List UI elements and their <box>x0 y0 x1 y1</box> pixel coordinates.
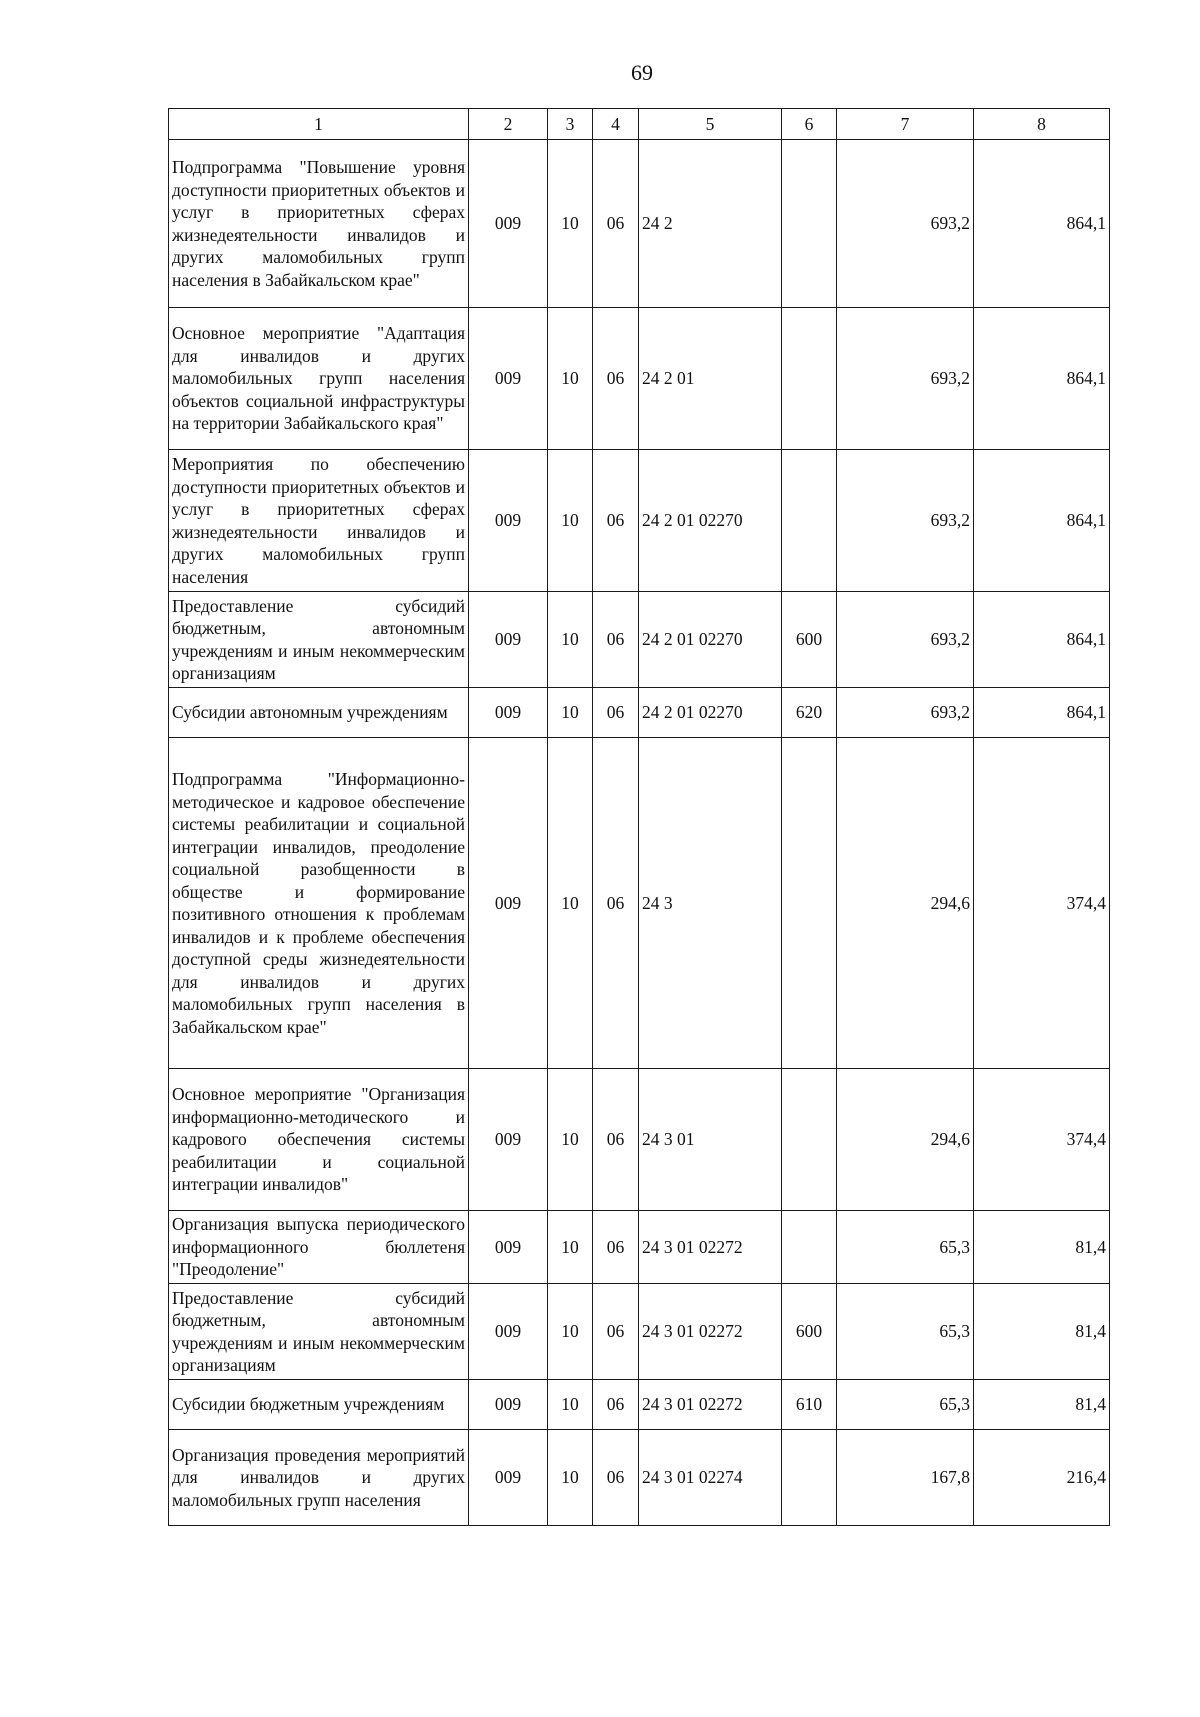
cell-subsection: 06 <box>593 1380 639 1430</box>
cell-target-code: 24 3 01 <box>639 1069 782 1211</box>
cell-amount-1: 65,3 <box>837 1380 974 1430</box>
cell-subsection: 06 <box>593 688 639 738</box>
cell-amount-1: 693,2 <box>837 688 974 738</box>
row-name: Предоставление субсидий бюджетным, автономным учреждениям и иным некоммерческим организациям <box>169 592 469 688</box>
header-cell: 6 <box>782 109 837 140</box>
cell-section: 10 <box>548 1430 593 1526</box>
cell-target-code: 24 2 01 02270 <box>639 688 782 738</box>
row-name: Основное мероприятие "Адаптация для инвалидов и других маломобильных групп населения объектов социальной инфраструктуры на территории Забайкальского края" <box>169 308 469 450</box>
cell-amount-1: 167,8 <box>837 1430 974 1526</box>
cell-expense-type: 600 <box>782 592 837 688</box>
cell-target-code: 24 3 <box>639 738 782 1069</box>
cell-subsection: 06 <box>593 140 639 308</box>
cell-amount-2: 864,1 <box>974 688 1110 738</box>
cell-expense-type <box>782 1069 837 1211</box>
cell-ministry-code: 009 <box>469 1069 548 1211</box>
cell-ministry-code: 009 <box>469 1380 548 1430</box>
cell-target-code: 24 3 01 02274 <box>639 1430 782 1526</box>
table-row <box>169 450 1110 592</box>
cell-expense-type <box>782 450 837 592</box>
row-name: Мероприятия по обеспечению доступности приоритетных объектов и услуг в приоритетных сферах жизнедеятельности инвалидов и других маломобильных групп населения <box>169 450 469 592</box>
cell-target-code: 24 3 01 02272 <box>639 1211 782 1284</box>
header-cell: 1 <box>169 109 469 140</box>
cell-amount-2: 864,1 <box>974 592 1110 688</box>
table-row <box>169 592 1110 688</box>
cell-subsection: 06 <box>593 1069 639 1211</box>
cell-expense-type: 620 <box>782 688 837 738</box>
cell-subsection: 06 <box>593 1284 639 1380</box>
row-name: Основное мероприятие "Организация информационно-методического и кадрового обеспечения системы реабилитации и социальной интеграции инвалидов" <box>169 1069 469 1211</box>
row-name: Организация проведения мероприятий для инвалидов и других маломобильных групп населения <box>169 1430 469 1526</box>
table-row <box>169 1380 1110 1430</box>
header-cell: 7 <box>837 109 974 140</box>
cell-ministry-code: 009 <box>469 308 548 450</box>
table-row <box>169 1284 1110 1380</box>
cell-amount-1: 693,2 <box>837 450 974 592</box>
cell-amount-2: 81,4 <box>974 1211 1110 1284</box>
cell-section: 10 <box>548 1284 593 1380</box>
cell-subsection: 06 <box>593 450 639 592</box>
cell-amount-1: 693,2 <box>837 140 974 308</box>
cell-expense-type <box>782 1211 837 1284</box>
cell-subsection: 06 <box>593 308 639 450</box>
cell-target-code: 24 3 01 02272 <box>639 1380 782 1430</box>
cell-amount-2: 864,1 <box>974 308 1110 450</box>
cell-amount-1: 65,3 <box>837 1284 974 1380</box>
cell-expense-type <box>782 738 837 1069</box>
table-row <box>169 308 1110 450</box>
cell-amount-1: 693,2 <box>837 308 974 450</box>
cell-amount-2: 374,4 <box>974 1069 1110 1211</box>
cell-section: 10 <box>548 140 593 308</box>
budget-table <box>168 108 1110 1526</box>
cell-subsection: 06 <box>593 1211 639 1284</box>
row-name: Предоставление субсидий бюджетным, автономным учреждениям и иным некоммерческим организациям <box>169 1284 469 1380</box>
cell-amount-1: 294,6 <box>837 738 974 1069</box>
cell-section: 10 <box>548 308 593 450</box>
cell-target-code: 24 2 01 02270 <box>639 450 782 592</box>
cell-expense-type: 600 <box>782 1284 837 1380</box>
row-name: Подпрограмма "Повышение уровня доступности приоритетных объектов и услуг в приоритетных сферах жизнедеятельности инвалидов и других маломобильных групп населения в Забайкальском крае" <box>169 140 469 308</box>
cell-ministry-code: 009 <box>469 592 548 688</box>
cell-ministry-code: 009 <box>469 1430 548 1526</box>
cell-expense-type <box>782 308 837 450</box>
header-cell: 4 <box>593 109 639 140</box>
cell-expense-type: 610 <box>782 1380 837 1430</box>
cell-target-code: 24 3 01 02272 <box>639 1284 782 1380</box>
cell-amount-1: 693,2 <box>837 592 974 688</box>
row-name: Субсидии бюджетным учреждениям <box>169 1380 469 1430</box>
cell-ministry-code: 009 <box>469 738 548 1069</box>
table-row <box>169 688 1110 738</box>
cell-subsection: 06 <box>593 1430 639 1526</box>
row-name: Организация выпуска периодического информационного бюллетеня "Преодоление" <box>169 1211 469 1284</box>
cell-subsection: 06 <box>593 738 639 1069</box>
table-row <box>169 140 1110 308</box>
cell-section: 10 <box>548 1211 593 1284</box>
cell-ministry-code: 009 <box>469 450 548 592</box>
row-name: Субсидии автономным учреждениям <box>169 688 469 738</box>
cell-ministry-code: 009 <box>469 140 548 308</box>
page-number: 69 <box>631 60 653 85</box>
cell-amount-2: 81,4 <box>974 1284 1110 1380</box>
cell-section: 10 <box>548 1380 593 1430</box>
cell-expense-type <box>782 1430 837 1526</box>
header-cell: 2 <box>469 109 548 140</box>
header-cell: 3 <box>548 109 593 140</box>
header-cell: 5 <box>639 109 782 140</box>
cell-amount-2: 81,4 <box>974 1380 1110 1430</box>
cell-section: 10 <box>548 688 593 738</box>
header-row <box>169 109 1110 140</box>
cell-ministry-code: 009 <box>469 1211 548 1284</box>
header-cell: 8 <box>974 109 1110 140</box>
cell-section: 10 <box>548 450 593 592</box>
cell-section: 10 <box>548 592 593 688</box>
cell-amount-2: 374,4 <box>974 738 1110 1069</box>
table-row <box>169 1430 1110 1526</box>
cell-amount-2: 864,1 <box>974 140 1110 308</box>
cell-section: 10 <box>548 1069 593 1211</box>
cell-amount-2: 864,1 <box>974 450 1110 592</box>
cell-target-code: 24 2 <box>639 140 782 308</box>
cell-target-code: 24 2 01 <box>639 308 782 450</box>
cell-amount-1: 65,3 <box>837 1211 974 1284</box>
table-row <box>169 1069 1110 1211</box>
cell-section: 10 <box>548 738 593 1069</box>
row-name: Подпрограмма "Информационно-методическое и кадровое обеспечение системы реабилитации и социальной интеграции инвалидов, преодоление социальной разобщенности в обществе и формирование позитивного отношения к проблемам инвалидов и к проблеме обеспечения доступной среды жизнедеятельности для инвалидов и других маломобильных групп населения в Забайкальском крае" <box>169 738 469 1069</box>
cell-amount-2: 216,4 <box>974 1430 1110 1526</box>
table-row <box>169 738 1110 1069</box>
table-row <box>169 1211 1110 1284</box>
cell-subsection: 06 <box>593 592 639 688</box>
cell-ministry-code: 009 <box>469 1284 548 1380</box>
cell-target-code: 24 2 01 02270 <box>639 592 782 688</box>
cell-expense-type <box>782 140 837 308</box>
cell-amount-1: 294,6 <box>837 1069 974 1211</box>
cell-ministry-code: 009 <box>469 688 548 738</box>
